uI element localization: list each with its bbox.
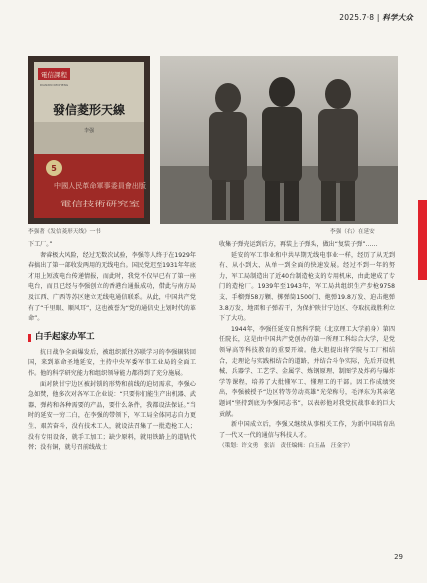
paragraph: 新中国成立后，李强又继续从事相关工作，为新中国培育出了一代又一代的通信与科技人才。 xyxy=(219,421,395,439)
cover-author: 李强 xyxy=(83,128,95,134)
paragraph: 延安的军工事业和中共早期无线电事业一样，经历了从无到有、从小到大、从单一到全面的快速发展。经过不到一年的努力，军工局制造出了近40台制造枪支的专用机床，由此建成了专门的造枪厂。1939年至1943年，军工局共组织生产步枪9758支、手榴弹58万颗、掷弹筒1500门、炮弹19.8万发、迫击炮弹3.8万发、地雷和子弹若干，为保护陕甘宁边区、夺取抗战胜利立下了大功。 xyxy=(219,251,395,323)
svg-text:5: 5 xyxy=(51,164,57,173)
book-cover-svg xyxy=(28,56,150,224)
left-text-column xyxy=(28,240,196,454)
cover-badge: 電信課程 xyxy=(41,71,67,79)
magazine-name: 科学大众 xyxy=(382,13,413,22)
historical-photo xyxy=(160,56,398,224)
caption-photo: 李强（右）在延安 xyxy=(330,229,375,235)
page-header xyxy=(339,12,413,23)
cover-publisher-line1: 中國人民革命軍事委員會出版 xyxy=(54,182,145,190)
paragraph: 抗日战争全面爆发后，被组织派往苏联学习的李强辗转回国，来到革命圣地延安，主持中央军委军事工业局的全面工作。他的科学研究能力和组织领导能力都得到了充分施展。 xyxy=(28,348,196,377)
caption-book: 李强著《发信菱形天线》一书 xyxy=(28,229,101,235)
paragraph: 收集子弹壳运到后方，再装上子弹头，做出“复装子弹”…… xyxy=(219,241,378,248)
paragraph: 面对陕甘宁边区被封锁的形势和前线的迫切需求，李强心急如焚，他多次对各军工企业说：“只要你们能生产出机器、武器、弹药和各种需要的产品，要什么条件，我都设法保证。”当时的延安一穷二白，在李强的带领下，军工局全体同志自力更生、艰苦奋斗，没有技术工人，就设法召集了一批造枪工人；没有专用设备，就手工加工；缺少原料，就用铁路上的道轨代替；没有铜，就号召前线战士 xyxy=(28,380,196,452)
cover-title: 發信菱形天線 xyxy=(52,103,126,117)
book-cover-image xyxy=(28,56,150,224)
issue-date: 2025.7·8 | xyxy=(339,13,383,22)
red-accent-bar xyxy=(418,200,427,280)
paragraph: 下工厂。” xyxy=(28,241,53,248)
paragraph: 奢睿极大风险，经过无数次试验，李强等人终于在1929年春搞出了第一部收发两用的无线电台。国民党迟至1931年年底才用上短波电台传递情报，而此时，我党不仅早已有了第一座电台，而且已经与李强创立的香港台通报成功，借此与南方局及江西、广西等苏区建立无线电通信联系。从此，中国共产党有了“千里眼、顺风耳”，这也被誉为“党的通信史上划时代的革命”。 xyxy=(28,251,196,323)
cover-publisher-line2: 電信技術研究室 xyxy=(60,200,109,208)
editor-credit: （策划：许文勇 张洁 责任编辑：白玉晶 汪金宇） xyxy=(219,443,354,450)
section-heading: 白手起家办军工 xyxy=(28,332,196,343)
photo-svg xyxy=(160,56,398,224)
cover-badge-en: DIANXIN KECHENG xyxy=(39,83,69,87)
page-number: 29 xyxy=(394,553,403,561)
right-text-column xyxy=(219,240,395,452)
paragraph: 1944年，李强任延安自然科学院（北京理工大学前身）第四任院长，这是由中国共产党创办的第一所理工科综合大学，是党领导高等科技教育的重要开端。他大胆提出将学院与工厂相结合，走理论与实践相结合的道路，并结合斗争实际，先后开设机械、兵器学、工艺学、金属学、炼钢原理、制图学及炸药与爆炸学等课程，培养了大批懂军工、懂理工的干部。因工作成绩突出，李强被授予“边区特等劳动英雄”光荣称号，毛泽东为其亲笔题词“坚持到底为李强同志书”，以表彰他对我党抗战事业的巨大贡献。 xyxy=(219,325,395,418)
